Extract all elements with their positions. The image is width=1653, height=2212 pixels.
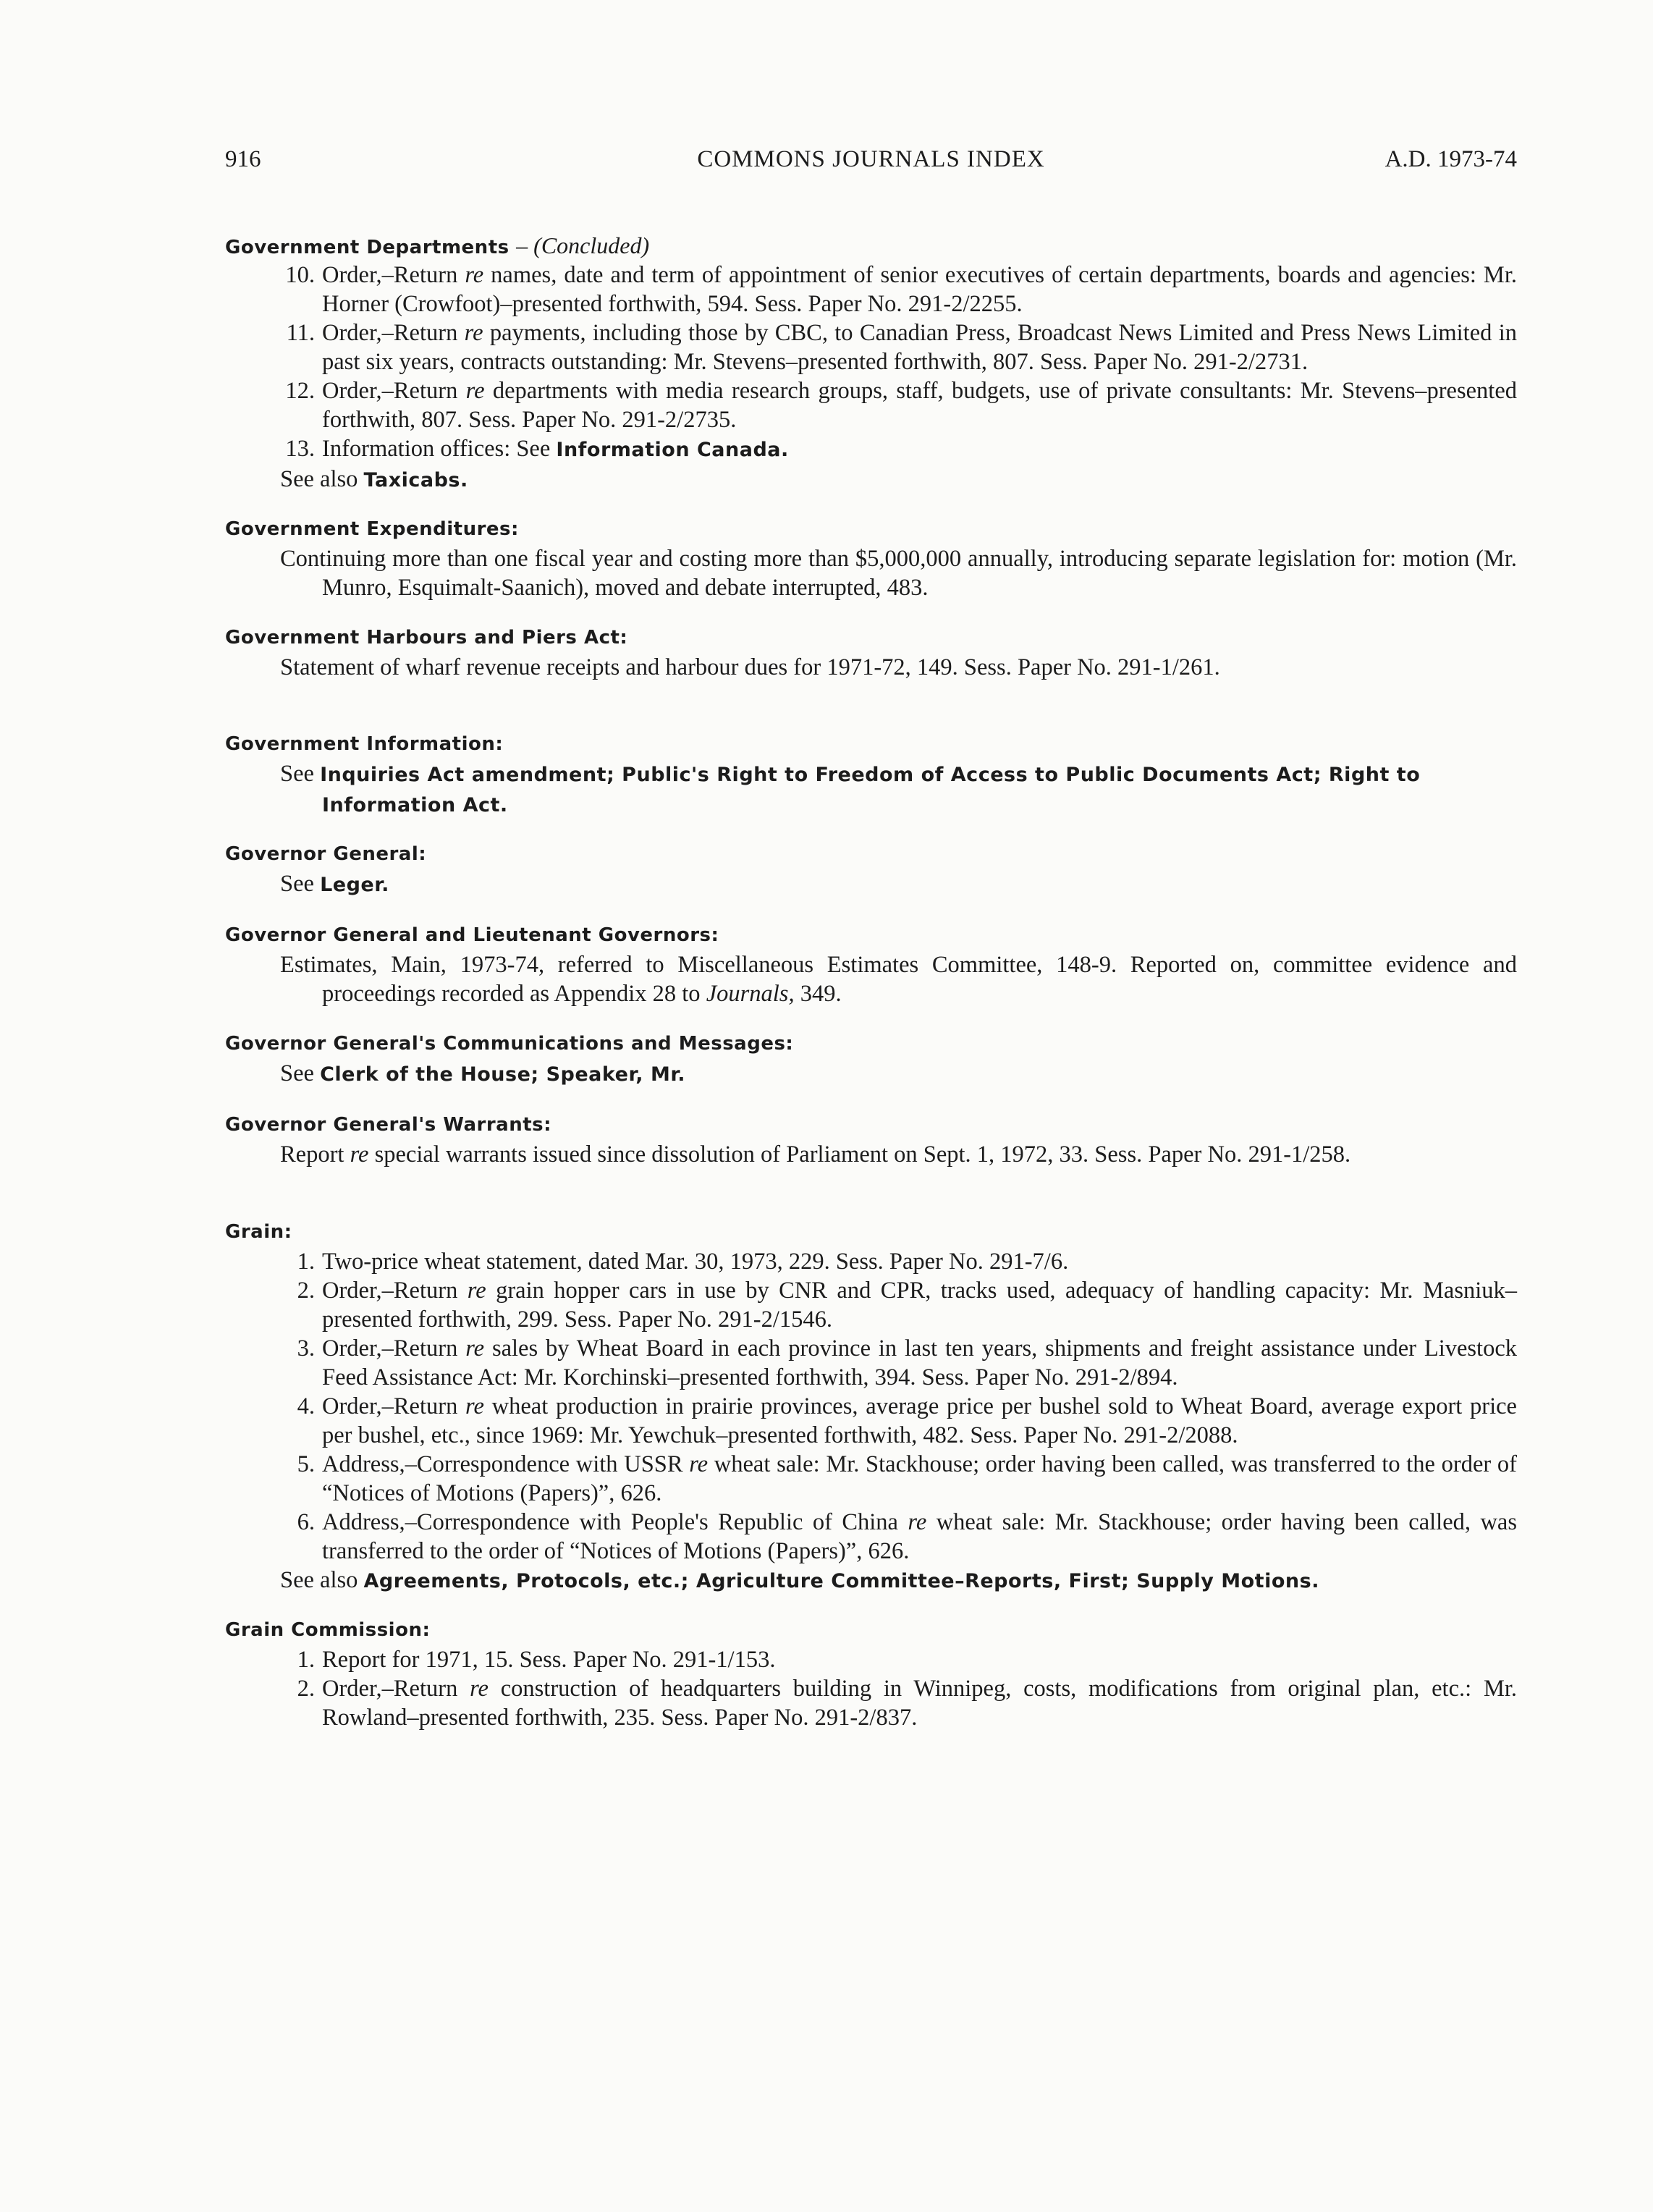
cross-reference: Agreements, Protocols, etc.; Agriculture Committee–Reports, First; Supply Motions. [363,1570,1319,1592]
index-entries [225,230,1517,1732]
page-number: 916 [225,146,261,172]
entry-grain [225,1217,1517,1596]
item-number: 1. [297,1249,315,1275]
item-italic: re [465,1393,484,1419]
item-text: wheat sale: Mr. Stackhouse; order having been called, was transferred to the order of “Notices of Motions (Papers)”, 626. [322,1451,1518,1506]
list-item [225,1674,1517,1732]
list-item [225,261,1517,318]
item-text: wheat sale: Mr. Stackhouse; order having been called, was transferred to the order of “Notices of Motions (Papers)”, 626. [322,1509,1517,1564]
item-number: 10. [285,262,315,288]
item-number: 11. [286,320,315,346]
entry-text [225,950,1517,1008]
item-text: construction of headquarters building in Winnipeg, costs, modifications from original plan, etc.: Mr. Rowland–presented forthwith, 235. Sess. Paper No. 291-2/837. [322,1676,1517,1731]
list-item [225,1645,1517,1674]
heading-text: Government Departments [225,237,510,258]
item-italic: re [465,262,484,288]
item-text: grain hopper cars in use by CNR and CPR, tracks used, adequacy of handling capacity: Mr. Masniuk–presented forthwith, 299. Sess. Paper No. 291-2/1546. [322,1278,1517,1333]
entry-heading: Grain Commission: [225,1619,431,1641]
cross-reference: Taxicabs. [363,469,468,491]
cross-reference: Clerk of the House; Speaker, Mr. [320,1063,686,1086]
item-italic: re [465,378,485,404]
entry-heading: Governor General's Warrants: [225,1114,552,1136]
list-item [225,1247,1517,1276]
entry-text: Statement of wharf revenue receipts and harbour dues for 1971-72, 149. Sess. Paper No. 291-1/261. [280,654,1220,680]
entry-government-expenditures [225,514,1517,602]
item-italic: re [465,1335,485,1362]
text-part: Estimates, Main, 1973-74, referred to Miscellaneous Estimates Committee, 148-9. Reported on, committee evidence and proceedings recorded as Appendix 28 to [280,952,1517,1007]
item-text: Report for 1971, 15. Sess. Paper No. 291-1/153. [322,1647,776,1673]
running-head [225,146,1517,178]
session-year: A.D. 1973-74 [1384,146,1517,172]
cross-reference: Information Canada. [556,439,789,461]
entry-heading: Government Expenditures: [225,518,519,540]
entry-text: Continuing more than one fiscal year and costing more than $5,000,000 annually, introducing separate legislation for: motion (Mr. Munro, Esquimalt-Saanich), moved and debate interrupted, 483. [280,546,1517,601]
see-reference [225,759,1517,820]
entry-government-departments [225,230,1517,495]
entry-grain-commission [225,1615,1517,1732]
item-italic: re [908,1509,927,1535]
item-number: 2. [297,1676,315,1702]
text-part: 349. [794,981,842,1007]
entry-heading [225,230,1517,261]
item-text: payments, including those by CBC, to Canadian Press, Broadcast News Limited and Press News Limited in past six years, contracts outstanding: Mr. Stevens–presented forthwith, 807. Sess. Paper No. 291-2/2731. [322,320,1517,375]
italic-word: re [350,1141,369,1168]
continued-note: – (Concluded) [516,232,650,258]
entry-government-harbours [225,622,1517,682]
item-text: departments with media research groups, staff, budgets, use of private consultants: Mr. Stevens–presented forthwith, 807. Sess. Paper No. 291-2/2735. [322,378,1517,433]
cross-reference: Inquiries Act amendment; Public's Right to Freedom of Access to Public Documents Act; Right to Information Act. [320,764,1421,816]
see-label: See [280,761,321,787]
entry-gg-communications [225,1029,1517,1089]
item-text: wheat production in prairie provinces, average price per bushel sold to Wheat Board, average export price per bushel, etc., since 1969: Mr. Yewchuk–presented forthwith, 482. Sess. Paper No. 291-2/2088. [322,1393,1517,1448]
item-text: sales by Wheat Board in each province in last ten years, shipments and freight assistance under Livestock Feed Assistance Act: Mr. Korchinski–presented forthwith, 394. Sess. Paper No. 291-2/894. [322,1335,1518,1390]
item-number: 2. [297,1278,315,1304]
italic-title: Journals, [706,981,795,1007]
page-title: COMMONS JOURNALS INDEX [697,146,1045,172]
item-text: Order,–Return [322,378,466,404]
entry-heading: Governor General's Communications and Messages: [225,1033,794,1055]
item-text: Order,–Return [322,1676,470,1702]
item-text: Information offices: See [322,436,557,462]
entry-heading: Government Information: [225,733,504,755]
text-part: special warrants issued since dissolution of Parliament on Sept. 1, 1972, 33. Sess. Paper No. 291-1/258. [368,1141,1351,1168]
see-reference [225,1059,1517,1089]
see-label: See [280,871,321,897]
item-italic: re [689,1451,709,1477]
see-label: See [280,1060,321,1086]
entry-gg-lieutenant-governors [225,920,1517,1008]
list-item [225,1450,1517,1508]
item-number: 4. [297,1393,315,1419]
item-text: Address,–Correspondence with People's Republic of China [322,1509,908,1535]
list-item [225,1392,1517,1450]
item-number: 13. [285,436,315,462]
list-item [225,318,1517,376]
entry-heading: Governor General and Lieutenant Governors: [225,924,719,946]
item-text: Order,–Return [322,320,465,346]
entry-heading: Grain: [225,1221,292,1243]
item-number: 3. [297,1335,315,1362]
see-also [225,465,1517,495]
list-item [225,1508,1517,1566]
item-text: names, date and term of appointment of senior executives of certain departments, boards and agencies: Mr. Horner (Crowfoot)–presented forthwith, 594. Sess. Paper No. 291-2/2255. [322,262,1517,317]
list-item [225,1276,1517,1334]
item-number: 1. [297,1647,315,1673]
item-text: Order,–Return [322,1393,466,1419]
see-label: See also [280,466,364,492]
item-text: Order,–Return [322,1278,468,1304]
see-label: See also [280,1567,364,1593]
item-text: Two-price wheat statement, dated Mar. 30, 1973, 229. Sess. Paper No. 291-7/6. [322,1249,1069,1275]
item-number: 6. [297,1509,315,1535]
entry-governor-general [225,839,1517,900]
item-text: Order,–Return [322,1335,466,1362]
item-italic: re [464,320,483,346]
item-number: 12. [285,378,315,404]
see-reference [225,869,1517,900]
list-item [225,1334,1517,1392]
item-italic: re [470,1676,489,1702]
list-item [225,434,1517,465]
cross-reference: Leger. [320,874,389,896]
item-text: Address,–Correspondence with USSR [322,1451,690,1477]
entry-heading: Governor General: [225,843,427,865]
item-text: Order,–Return [322,262,465,288]
entry-gg-warrants [225,1110,1517,1169]
item-number: 5. [297,1451,315,1477]
entry-heading: Government Harbours and Piers Act: [225,627,628,649]
text-part: Report [280,1141,350,1168]
entry-government-information [225,729,1517,820]
list-item [225,376,1517,434]
entry-text [225,1140,1517,1169]
see-also [225,1566,1517,1596]
item-italic: re [467,1278,486,1304]
